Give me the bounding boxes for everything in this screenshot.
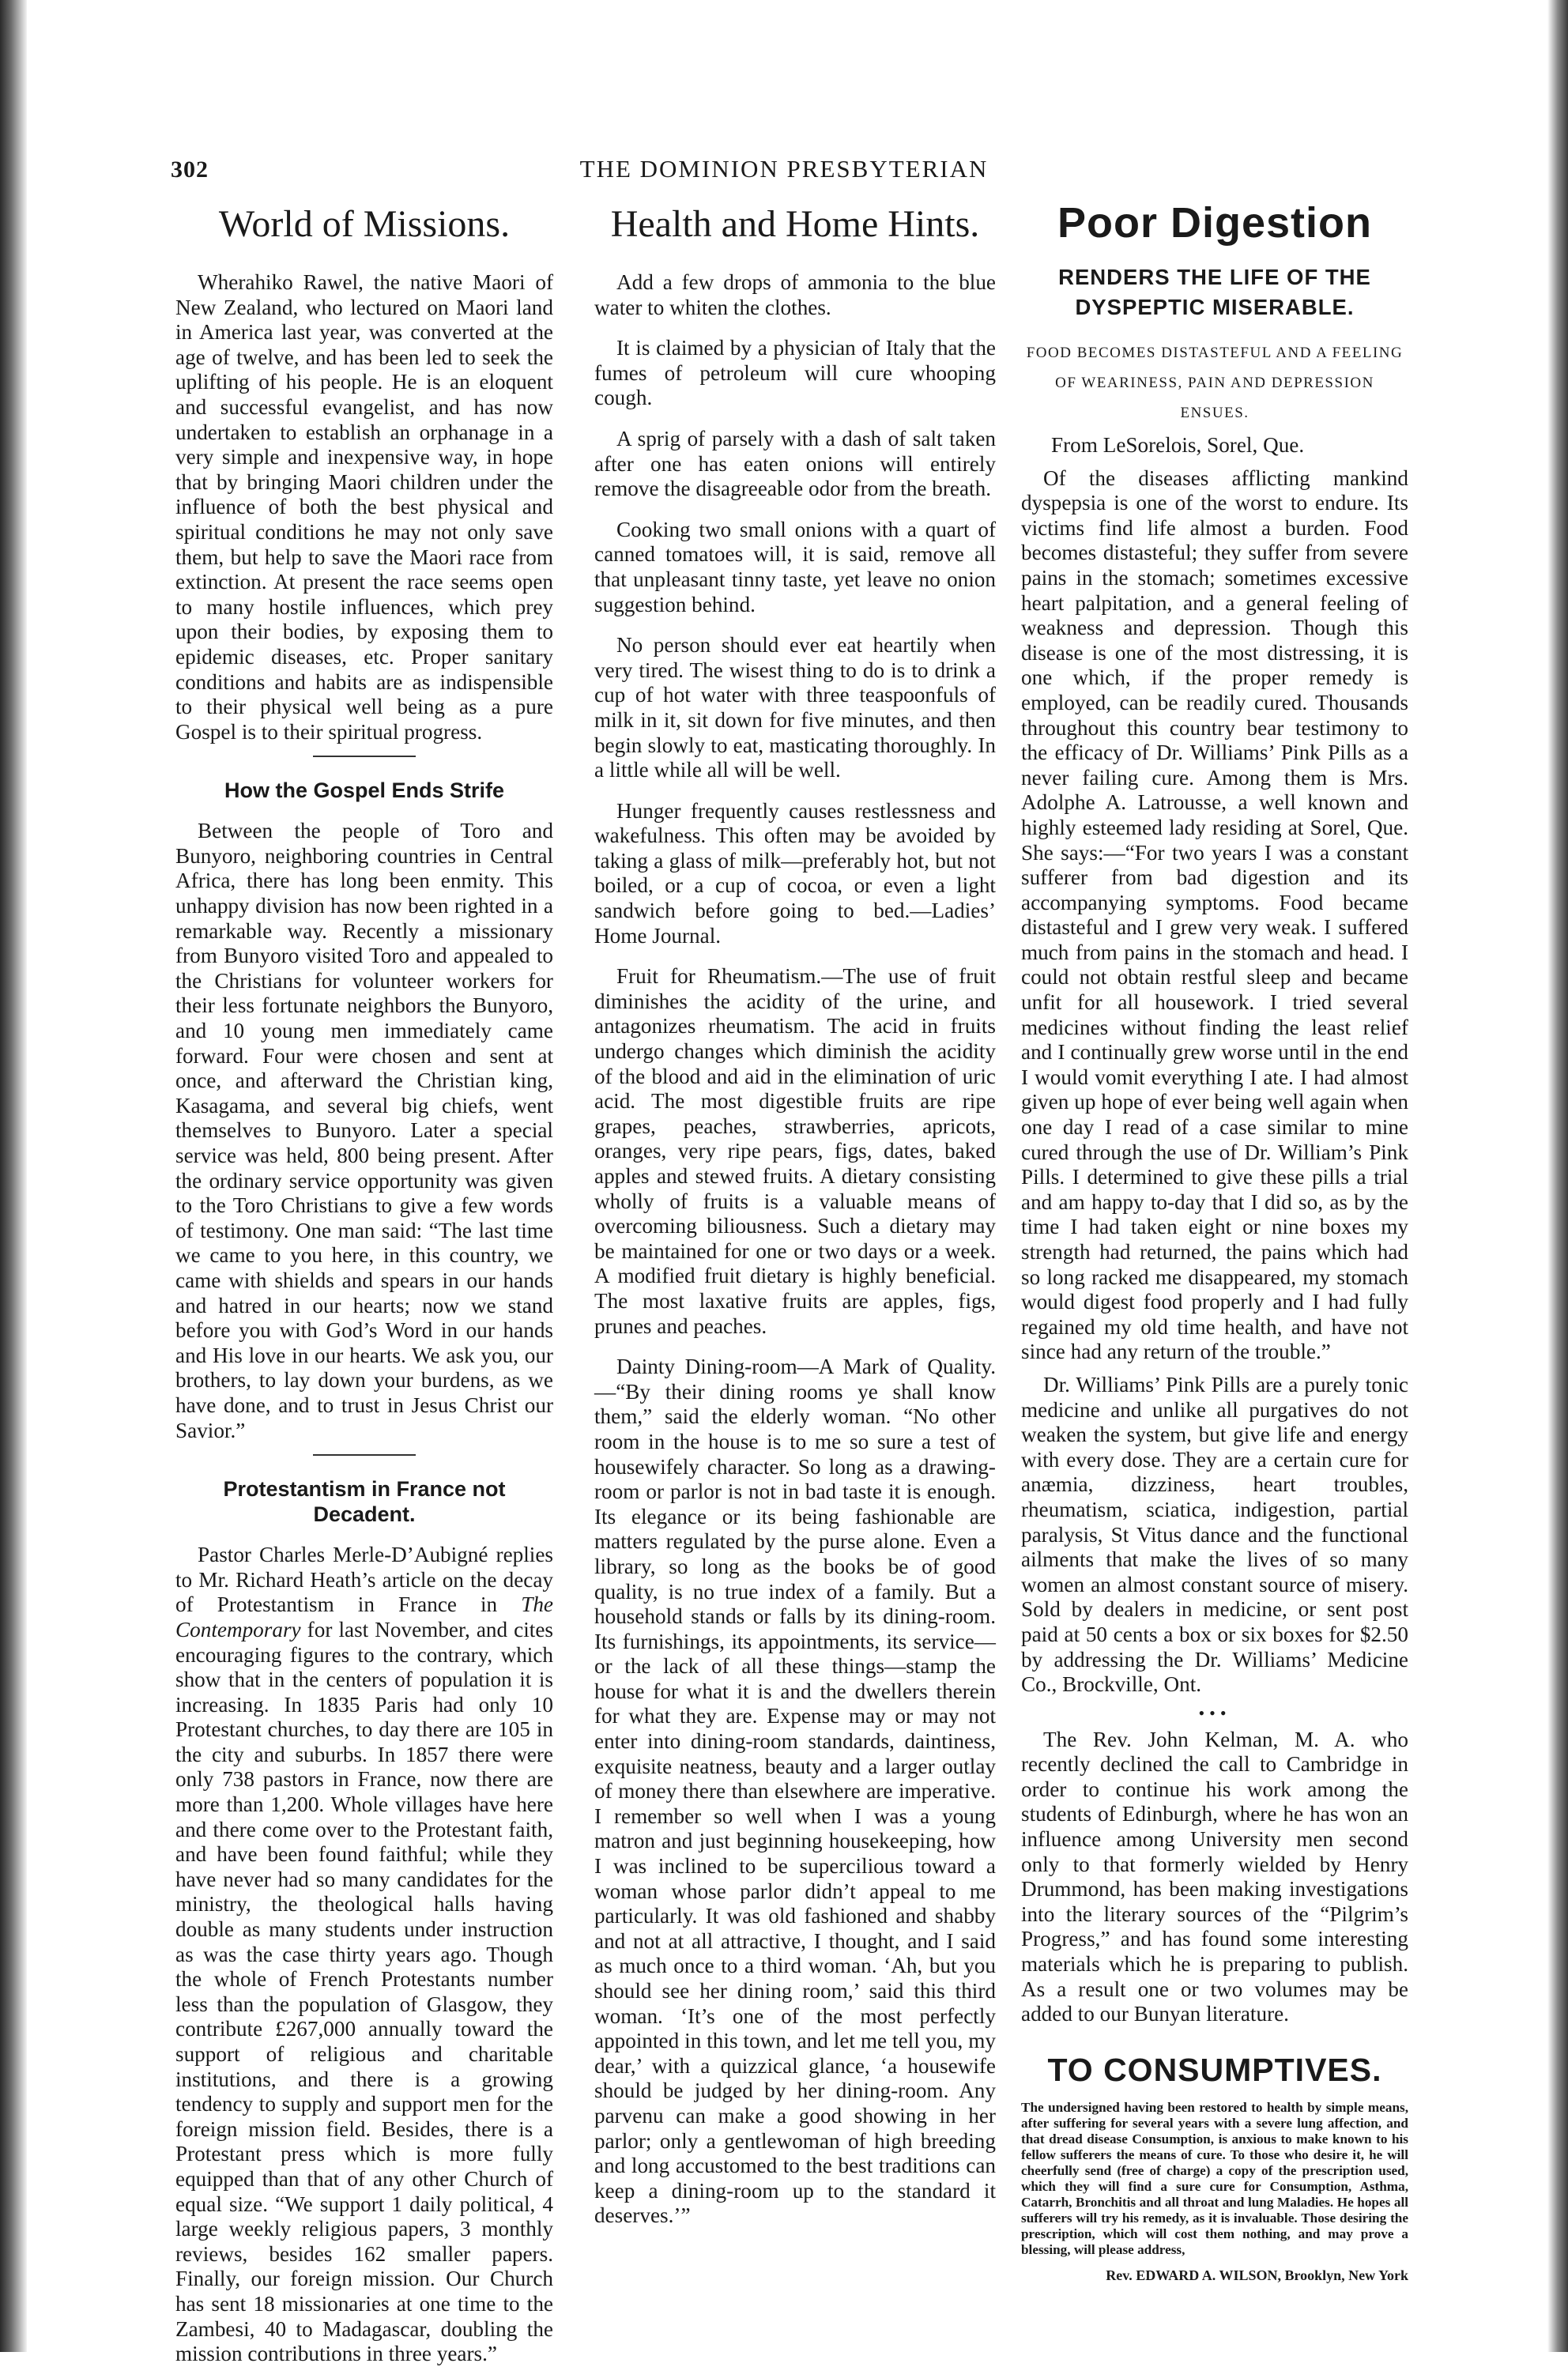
ornament-divider: •••: [1198, 1702, 1231, 1723]
protestantism-heading: Protestantism in France not Decadent.: [223, 1477, 506, 1527]
health-hint-parsely: A sprig of parsely with a dash of salt taken after one has eaten onions will entirely remove the disagreeable odor from the breath.: [594, 426, 996, 501]
kelman-paragraph: The Rev. John Kelman, M. A. who recently declined the call to Cambridge in order to continue his work among the students of Edinburgh, where he has won an influence among University men second only to that formerly wielded by Henry Drummond, has been making investigations into the literary sources of the “Pilgrim’s Progress,” and has found some interesting materials which he is preparing to publish. As a result one or two volumes may be added to our Bunyan literature.: [1021, 1727, 1408, 2026]
digestion-title: Poor Digestion: [1057, 199, 1372, 247]
digestion-dateline: From LeSorelois, Sorel, Que.: [1051, 433, 1305, 457]
missions-paragraph-maori: Wherahiko Rawel, the native Maori of New Zealand, who lectured on Maori land in America last year, was converted at the age of twelve, and has been led to seek the uplifting of his people. He is an eloquent and successful evangelist, and has now undertaken to establish an orphanage in a very simple and inexpensive way, in hope that by bringing Maori children under the influence of both the best physical and spiritual conditions he may not only save them, but help to save the Maori race from extinction. At present the race seems open to many hostile influences, which prey upon their bodies, by exposing them to epidemic diseases, etc. Proper sanitary conditions and habits are as indispensible to their physical well being as a pure Gospel is to their spiritual progress.: [175, 270, 553, 744]
digestion-testimony: Of the diseases afflicting mankind dyspepsia is one of the worst to endure. Its victims find life almost a burden. Food becomes distasteful; they suffer from severe pains in the stomach; sometimes excessive heart palpitation, and a general feeling of weakness and depression. Though this disease is one of the most distressing, it is one which, if the proper remedy is employed, can be readily cured. Thousands throughout this country bear testimony to the efficacy of Dr. Williams’ Pink Pills as a never failing cure. Among them is Mrs. Adolphe A. Latrousse, a well known and highly esteemed lady residing at Sorel, Que. She says:—“For two years I was a constant sufferer from bad digestion and its accompanying symptoms. Food became distasteful and I grew very weak. I suffered much from pains in the stomach and head. I could not obtain restful sleep and became unfit for all housework. I tried several medicines without finding the least relief and I continually grew worse until in the end I would vomit everything I ate. I had almost given up hope of ever being well again when one day I read of a case similar to mine cured through the use of Dr. William’s Pink Pills. I determined to give these pills a trial and am happy to-day that I did so, as by the time I had taken eight or nine boxes my strength had returned, the pains which had so long racked me disappeared, my stomach would digest food properly and I had fully regained my old time health, and have not since had any return of the trouble.”: [1021, 465, 1408, 1364]
health-hint-tired: No person should ever eat heartily when very tired. The wisest thing to do is to drink a cup of hot water with three teaspoonfuls of milk in it, sit down for five minutes, and then begin slowly to eat, masticating thoroughly. In a little while all will be well.: [594, 633, 996, 782]
pink-pills-paragraph: Dr. Williams’ Pink Pills are a purely tonic medicine and unlike all purgatives do not weaken the system, but give life and energy with every dose. They are a certain cure for anæmia, dizziness, heart troubles, rheumatism, sciatica, indigestion, partial paralysis, St Vitus dance and the functional ailments that make the lives of so many women an almost constant source of misery. Sold by dealers in medicine, or sent post paid at 50 cents a box or six boxes for $2.50 by addressing the Dr. Williams’ Medicine Co., Brockville, Ont.: [1021, 1372, 1408, 1697]
missions-column: [175, 198, 553, 2367]
health-hint-dining-room: Dainty Dining-room—A Mark of Quality. —“By their dining rooms ye shall know them,” said the elderly woman. “No other room in the house is to me so sure a test of housewifely character. So long as a drawing-room or parlor is not in bad taste it is enough. Its elegance or its being fashionable are matters regulated by the purse alone. Even a library, so long as the books be of good quality, is no true index of a family. But a household stands or falls by its dining-room. Its furnishings, its appointments, its service—or the lack of all these things—stamp the house for what it is and the dwellers therein for what they are. Expense may or may not enter into dining-room standards, daintiness, exquisite neatness, beauty and a larger outlay of money there than elsewhere are imperative. I remember so well when I was a young matron and just beginning housekeeping, how I was inclined to be supercilious toward a woman whose parlor didn’t appeal to me particularly. It was old fashioned and shabby and not at all attractive, I thought, and I said as much once to a third woman. ‘Ah, but you should see her dining room,’ said this third woman. ‘It’s one of the most perfectly appointed in this town, and let me tell you, my dear,’ with a quizzical glance, ‘a housewife should be judged by her dining-room. Any parvenu can make a good showing in her parlor; only a gentlewoman of high breeding and long accustomed to the best traditions can keep a dining-room up to the standard it deserves.’”: [594, 1355, 996, 2228]
digestion-subdeck: FOOD BECOMES DISTASTEFUL AND A FEELING OF WEARINESS, PAIN AND DEPRESSION ENSUES.: [1026, 345, 1404, 421]
section-rule: [313, 756, 416, 757]
health-hint-hunger: Hunger frequently causes restlessness and wakefulness. This often may be avoided by taking a glass of milk—preferably hot, but not boiled, or a cup of cocoa, or even a light sandwich before going to bed.—Ladies’ Home Journal.: [594, 798, 996, 948]
health-hint-ammonia: Add a few drops of ammonia to the blue water to whiten the clothes.: [594, 270, 996, 319]
missions-paragraph-toro: Between the people of Toro and Bunyoro, neighboring countries in Central Africa, there has long been enmity. This unhappy division has now been righted in a remarkable way. Recently a missionary from Bunyoro visited Toro and appealed to the Christians for volunteer workers for their less fortunate neighbors the Bunyoro, and 10 young men immediately came forward. Four were chosen and sent at once, and afterward the Christian king, Kasagama, and several big chiefs, went themselves to Bunyoro. Later a special service was held, 800 being present. After the ordinary service opportunity was given to the Toro Christians to give a few words of testimony. One man said: “The last time we came to you here, in this country, we came with shields and spears in our hands and hatred in our hearts; now we stand before you with God’s Word in our hands and His love in our hearts. We ask you, our brothers, to lay down your burdens, as we have done, and to trust in Jesus Christ our Savior.”: [175, 819, 553, 1442]
consumptives-body: The undersigned having been restored to health by simple means, after suffering for several years with a severe lung affection, and that dread disease Consumption, is anxious to make known to his fellow sufferers the means of cure. To those who desire it, he will cheerfully send (free of charge) a copy of the prescription used, which they will find a sure cure for Consumption, Asthma, Catarrh, Bronchitis and all throat and lung Maladies. He hopes all sufferers will try his remedy, as it is invaluable. Those desiring the prescription, which will cost them nothing, and may prove a blessing, will please address,: [1021, 2099, 1408, 2257]
missions-title: World of Missions.: [218, 203, 511, 245]
digestion-column: [1021, 198, 1408, 2285]
health-column: [594, 198, 996, 2229]
digestion-deck: RENDERS THE LIFE OF THE DYSPEPTIC MISERABLE.: [1058, 265, 1371, 319]
contemporary-review-title: The Contemporary: [175, 1592, 553, 1641]
scan-edge-left: [0, 0, 27, 2352]
consumptives-signature: Rev. EDWARD A. WILSON, Brooklyn, New York: [1106, 2267, 1408, 2283]
gospel-strife-heading: How the Gospel Ends Strife: [224, 778, 505, 803]
running-head: THE DOMINION PRESBYTERIAN: [579, 155, 989, 183]
health-hint-onions: Cooking two small onions with a quart of canned tomatoes will, it is said, remove all that unpleasant tinny taste, yet leave no onion suggestion behind.: [594, 517, 996, 616]
scan-edge-right: [1547, 0, 1568, 2352]
consumptives-advert: [1021, 2051, 1408, 2285]
section-rule: [313, 1454, 416, 1456]
page-number: 302: [171, 156, 209, 183]
consumptives-title: TO CONSUMPTIVES.: [1047, 2051, 1382, 2088]
health-title: Health and Home Hints.: [610, 203, 980, 245]
missions-paragraph-france: [175, 1543, 553, 2367]
france-text-part1: Pastor Charles Merle-D’Aubigné replies to Mr. Richard Heath’s article on the decay of Protestantism in France in: [175, 1543, 553, 1617]
france-text-part2: for last November, and cites encouraging figures to the contrary, which show that in the centers of population it is increasing. In 1835 Paris had only 10 Protestant churches, to day there are 105 in the city and suburbs. In 1857 there were only 738 pastors in France, now there are more than 1,200. Whole villages have here and there come over to the Protestant faith, and have been found faithful; while they have never had so many candidates for the ministry, the theological halls having double as many students under instruction as was the case thirty years ago. Though the whole of French Protestants number less than the population of Glasgow, they contribute £267,000 annually toward the support of religious and charitable institutions, and there is a growing tendency to supply and support men for the foreign mission field. Besides, there is a Protestant press which is more fully equipped than that of any other Church of equal size. “We support 1 daily political, 4 large weekly religious papers, 3 monthly reviews, besides 162 smaller papers. Finally, our foreign mission. Our Church has sent 18 missionaries at one time to the Zambesi, 40 to Madagascar, doubling the mission contributions in three years.”: [175, 1617, 553, 2366]
health-hint-rheumatism: Fruit for Rheumatism.—The use of fruit diminishes the acidity of the urine, and antagonizes rheumatism. The acid in fruits undergo changes which diminish the acidity of the blood and aid in the elimination of uric acid. The most digestible fruits are ripe grapes, peaches, strawberries, apricots, oranges, very ripe pears, figs, dates, baked apples and stewed fruits. A dietary consisting wholly of fruits is a valuable means of overcoming biliousness. Such a dietary may be maintained for one or two days or a week. A modified fruit dietary is highly beneficial. The most laxative fruits are apples, figs, prunes and peaches.: [594, 964, 996, 1338]
health-hint-petroleum: It is claimed by a physician of Italy that the fumes of petroleum will cure whooping cough.: [594, 336, 996, 410]
